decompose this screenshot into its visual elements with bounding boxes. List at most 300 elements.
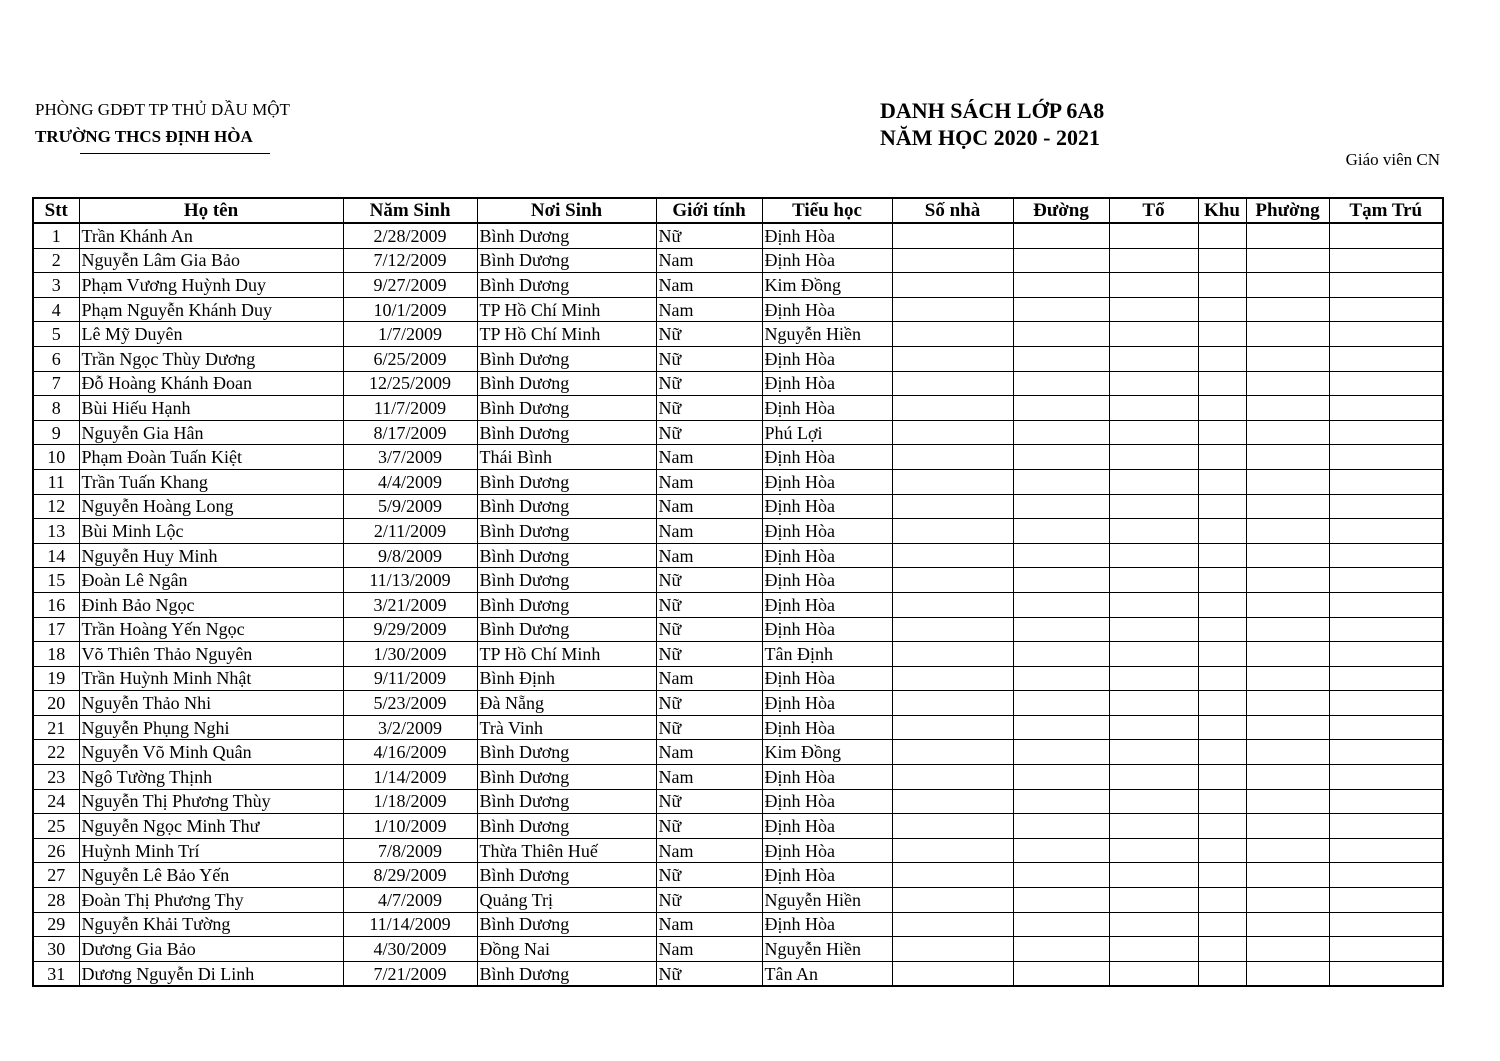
row-stt-cell: 22 (33, 740, 79, 765)
ward-cell (1246, 469, 1329, 494)
house-number-cell (892, 666, 1013, 691)
temp-residence-cell (1329, 519, 1443, 544)
temp-residence-cell (1329, 961, 1443, 986)
birth-place-cell: Bình Dương (477, 273, 656, 298)
birth-place-cell: Bình Dương (477, 789, 656, 814)
house-number-cell (892, 765, 1013, 790)
birth-place-cell: Bình Dương (477, 617, 656, 642)
school-year: NĂM HỌC 2020 - 2021 (880, 125, 1100, 150)
primary-school-cell: Định Hòa (762, 445, 892, 470)
group-cell (1109, 642, 1198, 667)
area-cell (1198, 568, 1246, 593)
gender-cell: Nữ (656, 691, 762, 716)
row-stt-cell: 25 (33, 814, 79, 839)
street-cell (1013, 494, 1109, 519)
birth-date-cell: 7/12/2009 (343, 248, 477, 273)
house-number-cell (892, 371, 1013, 396)
group-cell (1109, 912, 1198, 937)
table-row (33, 642, 1443, 667)
temp-residence-cell (1329, 346, 1443, 371)
col-header-house-number: Số nhà (892, 198, 1013, 223)
house-number-cell (892, 445, 1013, 470)
student-name-cell: Phạm Vương Huỳnh Duy (79, 273, 343, 298)
area-cell (1198, 346, 1246, 371)
row-stt-cell: 7 (33, 371, 79, 396)
ward-cell (1246, 371, 1329, 396)
gender-cell: Nam (656, 297, 762, 322)
ward-cell (1246, 888, 1329, 913)
birth-place-cell: TP Hồ Chí Minh (477, 322, 656, 347)
street-cell (1013, 223, 1109, 248)
birth-place-cell: Đồng Nai (477, 937, 656, 962)
table-row (33, 322, 1443, 347)
row-stt-cell: 31 (33, 961, 79, 986)
student-name-cell: Bùi Minh Lộc (79, 519, 343, 544)
birth-place-cell: Quảng Trị (477, 888, 656, 913)
gender-cell: Nam (656, 937, 762, 962)
ward-cell (1246, 715, 1329, 740)
row-stt-cell: 9 (33, 420, 79, 445)
primary-school-cell: Định Hòa (762, 519, 892, 544)
primary-school-cell: Nguyễn Hiền (762, 888, 892, 913)
table-row (33, 445, 1443, 470)
birth-date-cell: 4/4/2009 (343, 469, 477, 494)
area-cell (1198, 765, 1246, 790)
ward-cell (1246, 814, 1329, 839)
street-cell (1013, 715, 1109, 740)
area-cell (1198, 838, 1246, 863)
area-cell (1198, 494, 1246, 519)
ward-cell (1246, 740, 1329, 765)
table-body (33, 223, 1443, 986)
group-cell (1109, 273, 1198, 298)
group-cell (1109, 396, 1198, 421)
area-cell (1198, 814, 1246, 839)
primary-school-cell: Định Hòa (762, 666, 892, 691)
row-stt-cell: 4 (33, 297, 79, 322)
col-header-group: Tổ (1109, 198, 1198, 223)
row-stt-cell: 13 (33, 519, 79, 544)
ward-cell (1246, 273, 1329, 298)
primary-school-cell: Định Hòa (762, 469, 892, 494)
student-name-cell: Bùi Hiếu Hạnh (79, 396, 343, 421)
gender-cell: Nữ (656, 322, 762, 347)
birth-date-cell: 7/21/2009 (343, 961, 477, 986)
birth-place-cell: Bình Dương (477, 396, 656, 421)
house-number-cell (892, 691, 1013, 716)
house-number-cell (892, 838, 1013, 863)
area-cell (1198, 322, 1246, 347)
birth-place-cell: Bình Dương (477, 420, 656, 445)
primary-school-cell: Định Hòa (762, 371, 892, 396)
birth-date-cell: 2/11/2009 (343, 519, 477, 544)
gender-cell: Nam (656, 445, 762, 470)
gender-cell: Nữ (656, 396, 762, 421)
area-cell (1198, 297, 1246, 322)
col-header-name: Họ tên (79, 198, 343, 223)
table-row (33, 273, 1443, 298)
house-number-cell (892, 814, 1013, 839)
group-cell (1109, 765, 1198, 790)
street-cell (1013, 642, 1109, 667)
gender-cell: Nam (656, 765, 762, 790)
temp-residence-cell (1329, 937, 1443, 962)
ward-cell (1246, 912, 1329, 937)
student-name-cell: Đoàn Thị Phương Thy (79, 888, 343, 913)
birth-place-cell: Bình Dương (477, 371, 656, 396)
primary-school-cell: Định Hòa (762, 863, 892, 888)
row-stt-cell: 21 (33, 715, 79, 740)
student-name-cell: Nguyễn Thị Phương Thùy (79, 789, 343, 814)
birth-date-cell: 2/28/2009 (343, 223, 477, 248)
birth-place-cell: Bình Dương (477, 543, 656, 568)
street-cell (1013, 789, 1109, 814)
birth-place-cell: Bình Dương (477, 519, 656, 544)
temp-residence-cell (1329, 396, 1443, 421)
birth-place-cell: TP Hồ Chí Minh (477, 642, 656, 667)
temp-residence-cell (1329, 322, 1443, 347)
temp-residence-cell (1329, 223, 1443, 248)
group-cell (1109, 494, 1198, 519)
ward-cell (1246, 666, 1329, 691)
group-cell (1109, 420, 1198, 445)
birth-place-cell: Bình Định (477, 666, 656, 691)
birth-place-cell: Đà Nẵng (477, 691, 656, 716)
table-row (33, 248, 1443, 273)
row-stt-cell: 12 (33, 494, 79, 519)
gender-cell: Nam (656, 740, 762, 765)
area-cell (1198, 863, 1246, 888)
birth-date-cell: 9/27/2009 (343, 273, 477, 298)
temp-residence-cell (1329, 715, 1443, 740)
col-header-primary-school: Tiểu học (762, 198, 892, 223)
birth-date-cell: 7/8/2009 (343, 838, 477, 863)
birth-date-cell: 11/14/2009 (343, 912, 477, 937)
birth-place-cell: Bình Dương (477, 223, 656, 248)
street-cell (1013, 666, 1109, 691)
gender-cell: Nam (656, 666, 762, 691)
temp-residence-cell (1329, 273, 1443, 298)
student-name-cell: Nguyễn Võ Minh Quân (79, 740, 343, 765)
street-cell (1013, 322, 1109, 347)
house-number-cell (892, 420, 1013, 445)
table-row (33, 789, 1443, 814)
birth-place-cell: Bình Dương (477, 765, 656, 790)
birth-date-cell: 3/2/2009 (343, 715, 477, 740)
gender-cell: Nam (656, 469, 762, 494)
row-stt-cell: 30 (33, 937, 79, 962)
gender-cell: Nữ (656, 223, 762, 248)
group-cell (1109, 543, 1198, 568)
ward-cell (1246, 494, 1329, 519)
ward-cell (1246, 691, 1329, 716)
primary-school-cell: Định Hòa (762, 223, 892, 248)
row-stt-cell: 1 (33, 223, 79, 248)
group-cell (1109, 568, 1198, 593)
group-cell (1109, 223, 1198, 248)
ward-cell (1246, 568, 1329, 593)
area-cell (1198, 937, 1246, 962)
primary-school-cell: Nguyễn Hiền (762, 322, 892, 347)
row-stt-cell: 3 (33, 273, 79, 298)
temp-residence-cell (1329, 297, 1443, 322)
street-cell (1013, 838, 1109, 863)
temp-residence-cell (1329, 642, 1443, 667)
temp-residence-cell (1329, 740, 1443, 765)
birth-place-cell: Trà Vinh (477, 715, 656, 740)
birth-date-cell: 4/30/2009 (343, 937, 477, 962)
group-cell (1109, 248, 1198, 273)
class-roster-table (32, 197, 1444, 987)
birth-place-cell: Bình Dương (477, 494, 656, 519)
page-title: DANH SÁCH LỚP 6A8 (880, 98, 1105, 123)
temp-residence-cell (1329, 666, 1443, 691)
row-stt-cell: 18 (33, 642, 79, 667)
area-cell (1198, 740, 1246, 765)
street-cell (1013, 863, 1109, 888)
house-number-cell (892, 937, 1013, 962)
row-stt-cell: 5 (33, 322, 79, 347)
row-stt-cell: 11 (33, 469, 79, 494)
group-cell (1109, 961, 1198, 986)
house-number-cell (892, 912, 1013, 937)
student-name-cell: Nguyễn Phụng Nghi (79, 715, 343, 740)
gender-cell: Nam (656, 838, 762, 863)
table-header-row (33, 198, 1443, 223)
birth-date-cell: 9/29/2009 (343, 617, 477, 642)
student-name-cell: Trần Huỳnh Minh Nhật (79, 666, 343, 691)
table-row (33, 666, 1443, 691)
house-number-cell (892, 494, 1013, 519)
area-cell (1198, 961, 1246, 986)
student-name-cell: Huỳnh Minh Trí (79, 838, 343, 863)
row-stt-cell: 19 (33, 666, 79, 691)
student-name-cell: Đỗ Hoàng Khánh Đoan (79, 371, 343, 396)
house-number-cell (892, 740, 1013, 765)
house-number-cell (892, 223, 1013, 248)
row-stt-cell: 26 (33, 838, 79, 863)
table-row (33, 888, 1443, 913)
area-cell (1198, 912, 1246, 937)
area-cell (1198, 543, 1246, 568)
col-header-gender: Giới tính (656, 198, 762, 223)
group-cell (1109, 691, 1198, 716)
row-stt-cell: 29 (33, 912, 79, 937)
gender-cell: Nữ (656, 371, 762, 396)
primary-school-cell: Định Hòa (762, 346, 892, 371)
gender-cell: Nam (656, 543, 762, 568)
group-cell (1109, 863, 1198, 888)
primary-school-cell: Tân Định (762, 642, 892, 667)
table-row (33, 297, 1443, 322)
street-cell (1013, 740, 1109, 765)
primary-school-cell: Định Hòa (762, 789, 892, 814)
house-number-cell (892, 961, 1013, 986)
primary-school-cell: Định Hòa (762, 568, 892, 593)
street-cell (1013, 297, 1109, 322)
area-cell (1198, 617, 1246, 642)
table-row (33, 346, 1443, 371)
birth-date-cell: 5/9/2009 (343, 494, 477, 519)
gender-cell: Nam (656, 494, 762, 519)
group-cell (1109, 519, 1198, 544)
student-name-cell: Đoàn Lê Ngân (79, 568, 343, 593)
table-row (33, 420, 1443, 445)
temp-residence-cell (1329, 789, 1443, 814)
gender-cell: Nữ (656, 420, 762, 445)
ward-cell (1246, 789, 1329, 814)
primary-school-cell: Định Hòa (762, 494, 892, 519)
primary-school-cell: Tân An (762, 961, 892, 986)
street-cell (1013, 445, 1109, 470)
student-name-cell: Nguyễn Ngọc Minh Thư (79, 814, 343, 839)
ward-cell (1246, 592, 1329, 617)
gender-cell: Nữ (656, 863, 762, 888)
temp-residence-cell (1329, 592, 1443, 617)
student-name-cell: Nguyễn Thảo Nhi (79, 691, 343, 716)
temp-residence-cell (1329, 469, 1443, 494)
area-cell (1198, 469, 1246, 494)
group-cell (1109, 297, 1198, 322)
ward-cell (1246, 420, 1329, 445)
birth-place-cell: Bình Dương (477, 248, 656, 273)
birth-date-cell: 5/23/2009 (343, 691, 477, 716)
primary-school-cell: Định Hòa (762, 691, 892, 716)
house-number-cell (892, 617, 1013, 642)
group-cell (1109, 445, 1198, 470)
temp-residence-cell (1329, 691, 1443, 716)
birth-date-cell: 9/8/2009 (343, 543, 477, 568)
house-number-cell (892, 346, 1013, 371)
col-header-birth-place: Nơi Sinh (477, 198, 656, 223)
col-header-area: Khu (1198, 198, 1246, 223)
row-stt-cell: 24 (33, 789, 79, 814)
ward-cell (1246, 322, 1329, 347)
birth-place-cell: TP Hồ Chí Minh (477, 297, 656, 322)
col-header-ward: Phường (1246, 198, 1329, 223)
table-row (33, 568, 1443, 593)
row-stt-cell: 28 (33, 888, 79, 913)
area-cell (1198, 371, 1246, 396)
birth-place-cell: Bình Dương (477, 961, 656, 986)
gender-cell: Nữ (656, 617, 762, 642)
area-cell (1198, 691, 1246, 716)
birth-date-cell: 12/25/2009 (343, 371, 477, 396)
house-number-cell (892, 519, 1013, 544)
group-cell (1109, 715, 1198, 740)
ward-cell (1246, 346, 1329, 371)
table-row (33, 543, 1443, 568)
temp-residence-cell (1329, 765, 1443, 790)
birth-date-cell: 1/14/2009 (343, 765, 477, 790)
group-cell (1109, 814, 1198, 839)
student-name-cell: Trần Hoàng Yến Ngọc (79, 617, 343, 642)
house-number-cell (892, 592, 1013, 617)
group-cell (1109, 789, 1198, 814)
primary-school-cell: Định Hòa (762, 297, 892, 322)
student-name-cell: Phạm Nguyễn Khánh Duy (79, 297, 343, 322)
street-cell (1013, 420, 1109, 445)
birth-place-cell: Thừa Thiên Huế (477, 838, 656, 863)
area-cell (1198, 396, 1246, 421)
street-cell (1013, 691, 1109, 716)
primary-school-cell: Định Hòa (762, 838, 892, 863)
street-cell (1013, 617, 1109, 642)
street-cell (1013, 396, 1109, 421)
primary-school-cell: Định Hòa (762, 396, 892, 421)
school-name-underline (80, 153, 270, 154)
table-row (33, 494, 1443, 519)
primary-school-cell: Phú Lợi (762, 420, 892, 445)
street-cell (1013, 814, 1109, 839)
street-cell (1013, 248, 1109, 273)
ward-cell (1246, 223, 1329, 248)
ward-cell (1246, 297, 1329, 322)
ward-cell (1246, 863, 1329, 888)
row-stt-cell: 15 (33, 568, 79, 593)
primary-school-cell: Định Hòa (762, 715, 892, 740)
temp-residence-cell (1329, 543, 1443, 568)
area-cell (1198, 715, 1246, 740)
birth-date-cell: 11/7/2009 (343, 396, 477, 421)
student-name-cell: Lê Mỹ Duyên (79, 322, 343, 347)
birth-date-cell: 11/13/2009 (343, 568, 477, 593)
ward-cell (1246, 642, 1329, 667)
area-cell (1198, 223, 1246, 248)
group-cell (1109, 371, 1198, 396)
street-cell (1013, 912, 1109, 937)
gender-cell: Nữ (656, 789, 762, 814)
gender-cell: Nữ (656, 346, 762, 371)
group-cell (1109, 322, 1198, 347)
temp-residence-cell (1329, 912, 1443, 937)
area-cell (1198, 519, 1246, 544)
row-stt-cell: 17 (33, 617, 79, 642)
birth-date-cell: 9/11/2009 (343, 666, 477, 691)
ward-cell (1246, 543, 1329, 568)
birth-place-cell: Bình Dương (477, 568, 656, 593)
table-row (33, 371, 1443, 396)
house-number-cell (892, 888, 1013, 913)
primary-school-cell: Định Hòa (762, 912, 892, 937)
house-number-cell (892, 248, 1013, 273)
student-name-cell: Nguyễn Huy Minh (79, 543, 343, 568)
temp-residence-cell (1329, 838, 1443, 863)
street-cell (1013, 469, 1109, 494)
student-name-cell: Nguyễn Hoàng Long (79, 494, 343, 519)
birth-place-cell: Bình Dương (477, 592, 656, 617)
group-cell (1109, 666, 1198, 691)
house-number-cell (892, 543, 1013, 568)
row-stt-cell: 27 (33, 863, 79, 888)
table-row (33, 863, 1443, 888)
primary-school-cell: Nguyễn Hiền (762, 937, 892, 962)
ward-cell (1246, 396, 1329, 421)
ward-cell (1246, 838, 1329, 863)
col-header-birth-date: Năm Sinh (343, 198, 477, 223)
ward-cell (1246, 961, 1329, 986)
table-row (33, 814, 1443, 839)
house-number-cell (892, 789, 1013, 814)
ward-cell (1246, 445, 1329, 470)
student-name-cell: Trần Ngọc Thùy Dương (79, 346, 343, 371)
gender-cell: Nữ (656, 961, 762, 986)
student-name-cell: Nguyễn Lâm Gia Bảo (79, 248, 343, 273)
birth-date-cell: 1/18/2009 (343, 789, 477, 814)
house-number-cell (892, 297, 1013, 322)
gender-cell: Nam (656, 912, 762, 937)
area-cell (1198, 248, 1246, 273)
